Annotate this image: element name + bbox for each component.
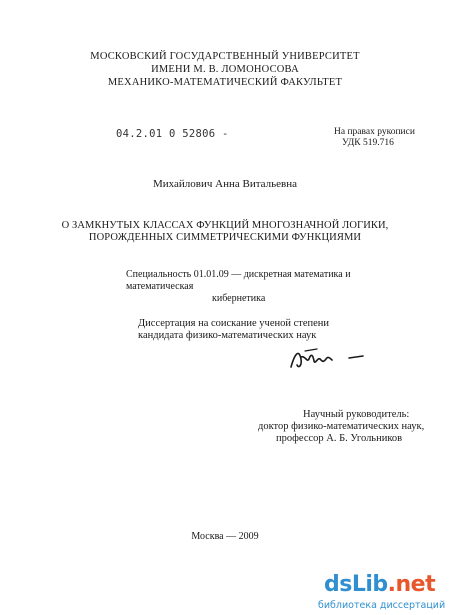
manuscript-rights [334, 127, 415, 149]
specialty [126, 269, 396, 305]
title-line-2: ПОРОЖДЕННЫХ СИММЕТРИЧЕСКИМИ ФУНКЦИЯМИ [88, 232, 362, 243]
author-name: Михайлович Анна Витальевна [153, 178, 297, 190]
dissertation-title [0, 220, 450, 244]
title-line-1: О ЗАМКНУТЫХ КЛАССАХ ФУНКЦИЙ МНОГОЗНАЧНОЙ ЛОГИКИ, [61, 220, 389, 231]
logo-part-ds: ds [324, 572, 352, 597]
udc-code: УДК 519.716 [342, 138, 394, 148]
logo-tagline: библиотека диссертаций [318, 600, 446, 611]
header-line-faculty: МЕХАНИКО-МАТЕМАТИЧЕСКИЙ ФАКУЛЬТЕТ [107, 77, 343, 88]
advisor-label: Научный руководитель: [303, 409, 410, 420]
dslib-watermark-logo [318, 572, 446, 611]
advisor-name: профессор А. Б. Угольников [276, 433, 403, 444]
institution-header [0, 50, 450, 89]
logo-part-net: .net [387, 572, 436, 597]
header-line-named-after: ИМЕНИ М. В. ЛОМОНОСОВА [151, 64, 299, 75]
degree-line-2: кандидата физико-математических наук [138, 330, 317, 341]
degree-statement [138, 318, 329, 342]
archive-stamp: 04.2.01 0 52806 - [116, 128, 229, 140]
degree-line-1: Диссертация на соискание ученой степени [138, 318, 330, 329]
header-line-university: МОСКОВСКИЙ ГОСУДАРСТВЕННЫЙ УНИВЕРСИТЕТ [90, 51, 360, 62]
specialty-line-2: кибернетика [212, 293, 266, 304]
logo-part-lib: Lib [351, 572, 388, 597]
city-year: Москва — 2009 [191, 531, 259, 542]
logo-wordmark [324, 572, 435, 597]
handwritten-signature [287, 345, 367, 378]
scientific-advisor [258, 409, 424, 445]
specialty-line-1: Специальность 01.01.09 — дискретная математика и математическая [126, 269, 351, 292]
rights-label: На правах рукописи [334, 127, 415, 137]
advisor-degree: доктор физико-математических наук, [258, 421, 425, 432]
